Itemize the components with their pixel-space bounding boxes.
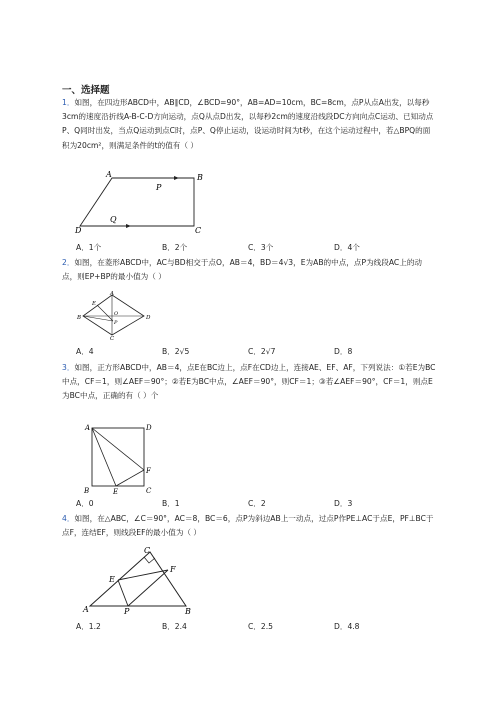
q4-option-c: C．2.5 [248, 622, 273, 631]
question-3-number: 3． [62, 363, 75, 372]
figure-1-trapezoid [74, 168, 214, 234]
fig1-label-B: B [197, 173, 203, 182]
figure-3-square [80, 422, 160, 496]
fig3-label-A: A [85, 424, 91, 432]
q2-option-d: D．8 [334, 347, 353, 356]
q3-option-c: C．2 [248, 499, 266, 508]
q3-option-d: D．3 [334, 499, 353, 508]
fig4-label-C: C [144, 546, 151, 555]
q2-option-b: B．2√5 [162, 347, 190, 356]
q4-option-d: D．4.8 [334, 622, 360, 631]
fig4-label-B: B [185, 607, 191, 614]
fig1-label-P: P [156, 183, 162, 192]
q1-option-a: A．1个 [76, 243, 102, 252]
q1-option-c: C．3个 [248, 243, 274, 252]
question-2-text: 如图，在菱形ABCD中，AC与BD相交于点O，AB＝4，BD＝4√3，E为AB的中点，点P为线段AC上的动点，则EP+BP的最小值为（ ） [62, 258, 423, 282]
question-3 [62, 361, 436, 404]
q4-option-a: A．1.2 [76, 622, 101, 631]
fig1-label-A: A [106, 170, 112, 179]
q2-option-a: A．4 [76, 347, 94, 356]
fig3-label-F: F [146, 467, 151, 475]
fig3-label-E: E [113, 488, 119, 496]
fig2-label-E: E [92, 301, 97, 307]
figure-4-right-triangle [82, 544, 194, 614]
fig2-label-D: D [146, 315, 151, 321]
question-2 [62, 256, 436, 284]
fig4-label-E: E [109, 575, 115, 584]
fig1-label-C: C [195, 226, 202, 234]
question-4-text: 如图，在△ABC，∠C＝90°，AC＝8，BC＝6，点P为斜边AB上一动点，过点P作PE⊥AC于点E，PF⊥BC于点F，连结EF，则线段EF的最小值为（ ） [62, 514, 434, 538]
fig1-label-Q: Q [110, 215, 117, 224]
fig2-label-P: P [114, 320, 118, 326]
question-1-number: 1． [62, 98, 75, 107]
figure-2-rhombus [76, 290, 154, 340]
q1-option-b: B．2个 [162, 243, 188, 252]
q2-option-c: C．2√7 [248, 347, 276, 356]
question-1-text: 如图，在四边形ABCD中，AB∥CD，∠BCD=90°，AB=AD=10cm，BC=8cm，点P从点A出发，以每秒3cm的速度沿折线A-B-C-D方向运动，点Q从点D出发，以每秒2cm的速度沿线段DC方向向点C运动、已知动点P、Q同时出发，当点Q运动到点C时，点P、Q停止运动，设运动时间为t秒，在这个运动过程中，若△BPQ的面积为20cm²，则满足条件的t的值有（ ） [62, 98, 434, 150]
q3-option-b: B．1 [162, 499, 180, 508]
q4-option-b: B．2.4 [162, 622, 187, 631]
question-4-number: 4． [62, 514, 75, 523]
question-2-number: 2． [62, 258, 75, 267]
section-title: 一、选择题 [62, 85, 110, 96]
fig4-label-F: F [170, 565, 176, 574]
fig2-label-B: B [77, 315, 82, 321]
question-3-text: 如图，正方形ABCD中，AB＝4，点E在BC边上，点F在CD边上，连接AE、EF、AF，下列说法：①若E为BC中点，CF＝1，则∠AEF＝90°；②若E为BC中点，∠AEF＝90°，则CF＝1；③若∠AEF＝90°，CF＝1，则点E为BC中点，正确的有（ ）个 [62, 363, 436, 401]
q1-option-d: D．4个 [334, 243, 360, 252]
fig2-label-C: C [110, 336, 115, 340]
fig4-label-P: P [124, 607, 130, 614]
question-4 [62, 512, 436, 540]
fig2-label-O: O [114, 311, 119, 317]
question-1 [62, 96, 436, 153]
fig4-label-A: A [83, 605, 89, 614]
fig2-label-A: A [110, 291, 114, 297]
fig3-label-B: B [84, 487, 90, 495]
fig3-label-D: D [146, 424, 152, 432]
fig3-label-C: C [146, 487, 152, 495]
q3-option-a: A．0 [76, 499, 94, 508]
fig1-label-D: D [75, 226, 82, 234]
